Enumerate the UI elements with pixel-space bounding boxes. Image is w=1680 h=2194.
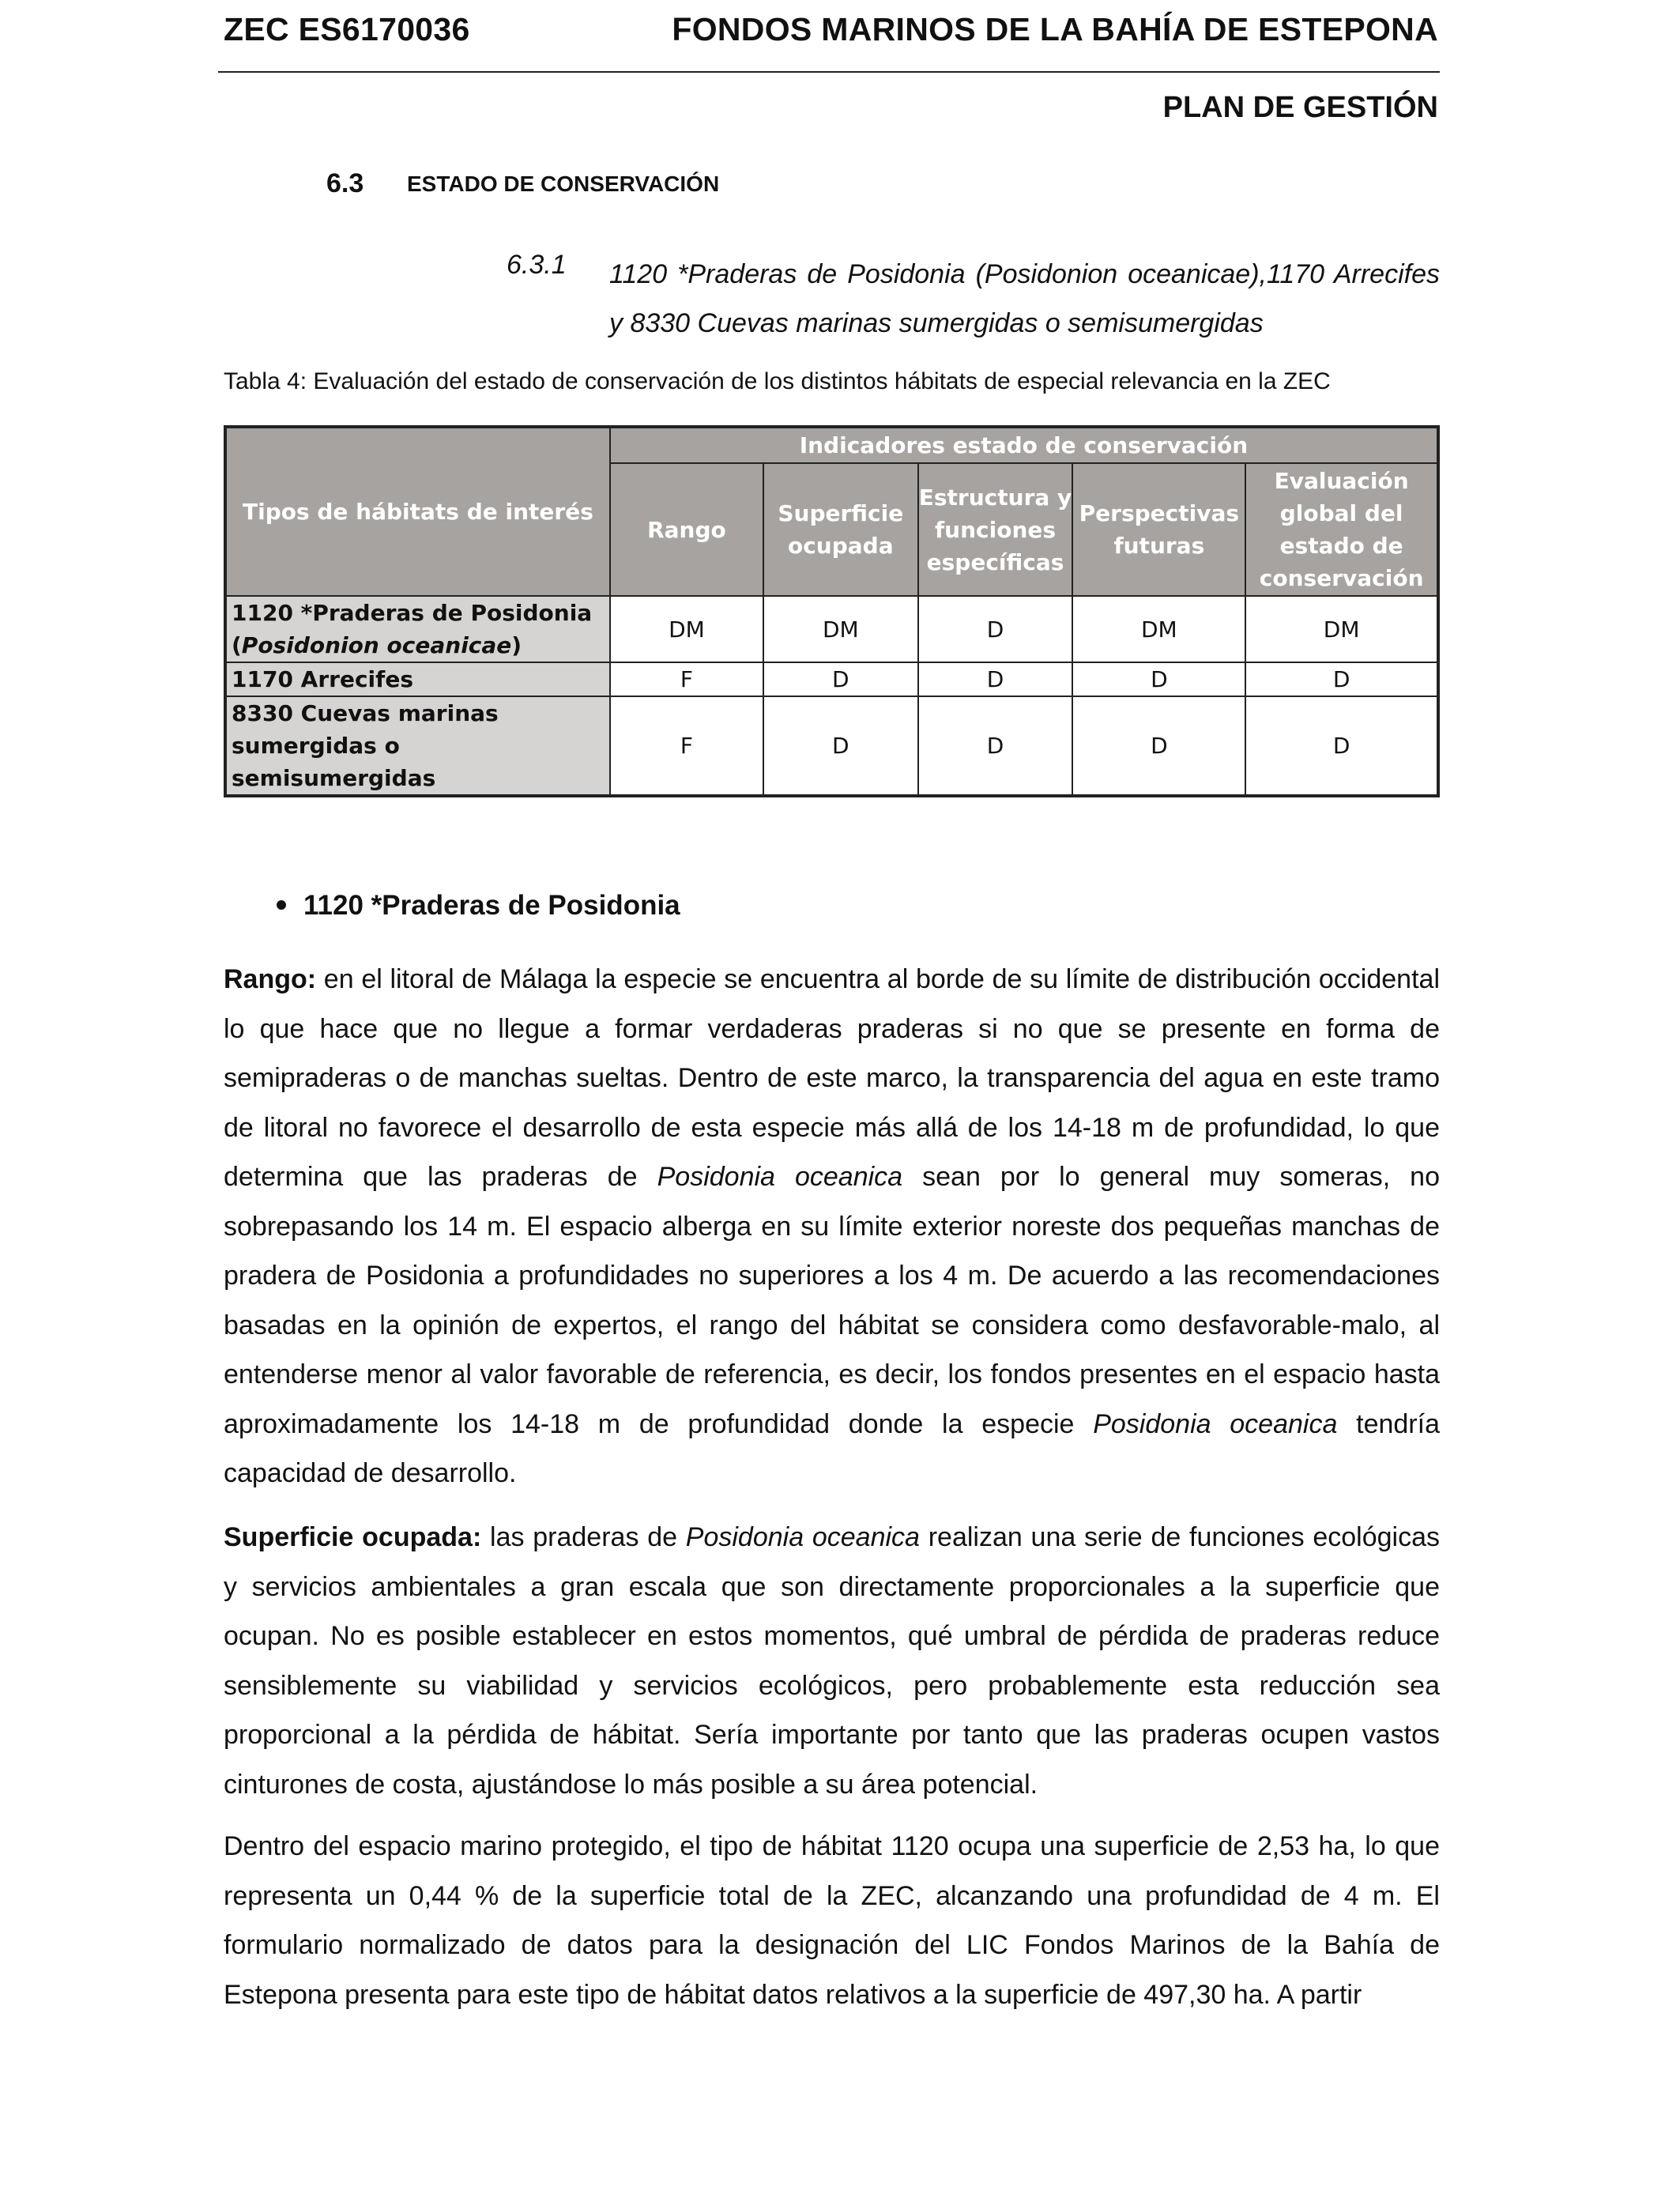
site-name: FONDOS MARINOS DE LA BAHÍA DE ESTEPONA xyxy=(672,11,1438,47)
value-cell: F xyxy=(610,662,763,696)
bullet-dot-icon xyxy=(277,900,286,910)
conservation-table xyxy=(224,425,1440,797)
value-cell: D xyxy=(1072,662,1245,696)
section-title: ESTADO DE CONSERVACIÓN xyxy=(407,172,720,196)
habitat-scientific-name: Posidonion oceanicae xyxy=(241,632,512,658)
value-cell: D xyxy=(1072,696,1245,796)
paragraph-label: Rango: xyxy=(224,964,317,994)
indicators-group-header: Indicadores estado de conservación xyxy=(610,427,1438,463)
paragraph-text: realizan una serie de funciones ecológicas y servicios ambientales a gran escala que son directamente proporcionales a la superficie que ocupan. No es posible establecer en estos momentos, qué umbral de pérdida de praderas reduce sensiblemente su viabilidad y servicios ecológicos, pero probablemente esta reducción sea proporcional a la pérdida de hábitat. Sería importante por tanto que las praderas ocupen vastos cinturones de costa, ajustándose lo más posible a su área potencial. xyxy=(224,1522,1440,1800)
paragraph-espacio: Dentro del espacio marino protegido, el tipo de hábitat 1120 ocupa una superficie de 2,53 ha, lo que representa un 0,44 % de la superficie total de la ZEC, alcanzando una profundidad de 4 m. El formulario normalizado de datos para la designación del LIC Fondos Marinos de la Bahía de Estepona presenta para este tipo de hábitat datos relativos a la superficie de 497,30 ha. A partir xyxy=(224,1831,1440,2010)
habitat-column-header: Tipos de hábitats de interés xyxy=(225,427,610,596)
column-header: Superficie ocupada xyxy=(763,463,918,596)
document-type: PLAN DE GESTIÓN xyxy=(1162,91,1438,124)
table-row xyxy=(225,596,1438,662)
table-header-row xyxy=(225,427,1438,463)
paragraph-rango xyxy=(224,955,1440,1498)
value-cell: DM xyxy=(763,596,918,662)
paragraph-label: Superficie ocupada: xyxy=(224,1522,482,1552)
value-cell: DM xyxy=(610,596,763,662)
subsection-number: 6.3.1 xyxy=(507,250,567,280)
value-cell: D xyxy=(1245,662,1438,696)
column-header: Estructura y funciones específicas xyxy=(918,463,1073,596)
paragraph-text: sean por lo general muy someras, no sobrepasando los 14 m. El espacio alberga en su límite exterior noreste dos pequeñas manchas de pradera de Posidonia a profundidades no superiores a los 4 m. De acuerdo a las recomendaciones basadas en la opinión de expertos, el rango del hábitat se considera como desfavorable-malo, al entenderse menor al valor favorable de referencia, es decir, los fondos presentes en el espacio hasta aproximadamente los 14-18 m de profundidad donde la especie xyxy=(224,1162,1441,1439)
header-divider xyxy=(218,71,1440,73)
column-header: Evaluación global del estado de conservación xyxy=(1245,463,1438,596)
value-cell: D xyxy=(918,662,1073,696)
table-row xyxy=(225,662,1438,696)
value-cell: DM xyxy=(1245,596,1438,662)
species-name: Posidonia oceanica xyxy=(685,1522,920,1552)
document-code: ZEC ES6170036 xyxy=(224,11,470,47)
value-cell: D xyxy=(918,596,1073,662)
value-cell: F xyxy=(610,696,763,796)
habitat-name-cell xyxy=(225,596,610,662)
value-cell: D xyxy=(918,696,1073,796)
section-number: 6.3 xyxy=(326,168,364,198)
value-cell: DM xyxy=(1072,596,1245,662)
table-caption: Tabla 4: Evaluación del estado de conservación de los distintos hábitats de especial relevancia en la ZEC xyxy=(224,368,1331,394)
bullet-heading xyxy=(277,890,680,922)
value-cell: D xyxy=(763,696,918,796)
habitat-name-cell: 1170 Arrecifes xyxy=(225,662,610,696)
species-name: Posidonia oceanica xyxy=(1093,1408,1338,1439)
paragraph-text: las praderas de xyxy=(481,1522,686,1552)
paragraph-text: tendría capacidad de desarrollo. xyxy=(224,1408,1440,1488)
habitat-name: 1120 *Praderas de Posidonia xyxy=(232,600,593,626)
bullet-heading-text: 1120 *Praderas de Posidonia xyxy=(303,890,680,921)
value-cell: D xyxy=(763,662,918,696)
habitat-scientific-paren: ( xyxy=(232,632,242,658)
habitat-name-cell: 8330 Cuevas marinas sumergidas o semisumergidas xyxy=(225,696,610,796)
column-header: Perspectivas futuras xyxy=(1072,463,1245,596)
column-header: Rango xyxy=(610,463,763,596)
subsection-title: 1120 *Praderas de Posidonia (Posidonion oceanicae),1170 Arrecifes y 8330 Cuevas marinas sumergidas o semisumergidas xyxy=(609,259,1440,338)
habitat-scientific-paren: ) xyxy=(511,632,522,658)
table-row xyxy=(225,696,1438,796)
species-name: Posidonia oceanica xyxy=(657,1162,903,1192)
paragraph-superficie xyxy=(224,1513,1440,1809)
value-cell: D xyxy=(1245,696,1438,796)
paragraph-text: en el litoral de Málaga la especie se encuentra al borde de su límite de distribución occidental lo que hace que no llegue a formar verdaderas praderas si no que se presente en forma de semipraderas o de manchas sueltas. Dentro de este marco, la transparencia del agua en este tramo de litoral no favorece el desarrollo de esta especie más allá de los 14-18 m de profundidad, lo que determina que las praderas de xyxy=(224,964,1440,1192)
